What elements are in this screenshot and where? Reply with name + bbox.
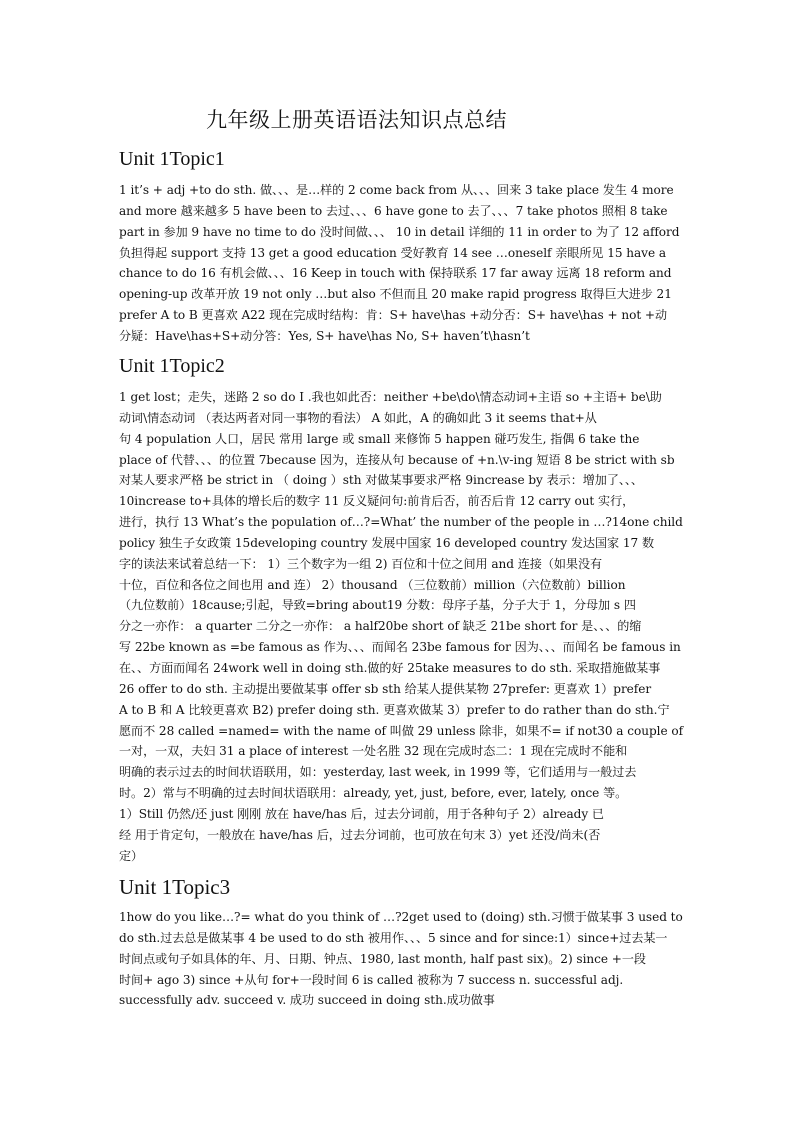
section-heading: Unit 1Topic3 — [119, 875, 231, 899]
text-line: 动词\情态动词 （表达两者对同一事物的看法） A 如此，A 的确如此 3 it seems that+从 — [119, 410, 597, 425]
text-line: 在、、方面而闻名 24work well in doing sth.做的好 25take measures to do sth. 采取措施做某事 — [119, 660, 661, 675]
text-line: 时。2）常与不明确的过去时间状语联用：already, yet, just, before, ever, lately, once 等。 — [119, 786, 628, 801]
text-line: 句 4 population 人口，居民 常用 large 或 small 来修饰 5 happen 碰巧发生, 指偶 6 take the — [119, 431, 640, 446]
text-line: 分之一亦作： a quarter 二分之一亦作： a half20be short of 缺乏 21be short for 是、、、的缩 — [119, 619, 642, 634]
text-line: 负担得起 support 支持 13 get a good education 受好教育 14 see …oneself 亲眼所见 15 have a — [119, 245, 667, 260]
text-line: 愿而不 28 called =named= with the name of 叫做 29 unless 除非，如果不= if not30 a couple of — [119, 723, 684, 738]
section-body — [119, 387, 687, 866]
text-line: prefer A to B 更喜欢 A22 现在完成时结构：肯：S+ have\has +动分否：S+ have\has + not +动 — [119, 308, 668, 323]
text-line: 1how do you like…?= what do you think of …?2get used to (doing) sth.习惯于做某事 3 used to — [119, 910, 683, 924]
text-line: place of 代替、、、的位置 7because 因为，连接从句 because of +n.\v-ing 短语 8 be strict with sb — [119, 452, 675, 467]
text-line: 1 get lost；走失，迷路 2 so do I .我也如此否：neither +be\do\情态动词+主语 so +主语+ be\助 — [119, 390, 662, 404]
text-line: 经 用于肯定句，一般放在 have/has 后，过去分词前，也可放在句末 3）yet 还没/尚未(否 — [119, 827, 601, 842]
text-line: and more 越来越多 5 have been to 去过、、、6 have gone to 去了、、、7 take photos 照相 8 take — [119, 203, 668, 218]
text-line: 一对，一双，夫妇 31 a place of interest 一处名胜 32 现在完成时态二：1 现在完成时不能和 — [119, 744, 628, 759]
text-line: opening-up 改革开放 19 not only …but also 不但而且 20 make rapid progress 取得巨大进步 21 — [119, 287, 672, 302]
text-line: 1 it’s + adj +to do sth. 做、、、是…样的 2 come back from 从、、、回来 3 take place 发生 4 more — [119, 183, 674, 197]
section-heading: Unit 1Topic2 — [119, 355, 225, 377]
text-line: part in 参加 9 have no time to do 没时间做、、、 10 in detail 详细的 11 in order to 为了 12 afford — [119, 224, 680, 239]
text-line: 10increase to+具体的增长后的数字 11 反义疑问句:前肯后否，前否后肯 12 carry out 实行， — [119, 494, 635, 509]
section-body — [119, 180, 687, 347]
text-line: 定） — [119, 848, 144, 863]
text-line: 十位，百位和各位之间也用 and 连） 2）thousand （三位数前）million（六位数前）billion — [119, 577, 626, 592]
text-line: successfully adv. succeed v. 成功 succeed in doing sth.成功做事 — [119, 993, 495, 1008]
text-line: policy 独生子女政策 15developing country 发展中国家 16 developed country 发达国家 17 数 — [119, 535, 654, 550]
section-heading: Unit 1Topic1 — [119, 148, 225, 170]
text-line: 进行，执行 13 What’s the population of…?=What’ the number of the people in …?14one child — [119, 515, 683, 530]
text-line: 对某人要求严格 be strict in （ doing ）sth 对做某事要求严格 9increase by 表示：增加了、、、 — [119, 473, 643, 488]
document-title: 九年级上册英语语法知识点总结 — [206, 108, 507, 132]
text-line: 字的读法来试着总结一下： 1）三个数字为一组 2) 百位和十位之间用 and 连接（如果没有 — [119, 556, 603, 571]
text-line: 26 offer to do sth. 主动提出要做某事 offer sb sth 给某人提供某物 27prefer: 更喜欢 1）prefer — [119, 681, 652, 696]
text-line: 分疑：Have\has+S+动分答：Yes, S+ have\has No, S+ haven’t\hasn’t — [119, 328, 530, 343]
text-line: 时间+ ago 3) since +从句 for+一段时间 6 is called 被称为 7 success n. successful adj. — [119, 972, 624, 987]
section-body — [119, 907, 687, 1011]
text-line: chance to do 16 有机会做、、、16 Keep in touch with 保持联系 17 far away 远离 18 reform and — [119, 266, 672, 281]
text-line: 写 22be known as =be famous as 作为、、、而闻名 23be famous for 因为、、、而闻名 be famous in — [119, 640, 681, 655]
text-line: A to B 和 A 比较更喜欢 B2) prefer doing sth. 更喜欢做某 3）prefer to do rather than do sth.宁 — [119, 702, 670, 717]
text-line: do sth.过去总是做某事 4 be used to do sth 被用作、、、5 since and for since:1）since+过去某一 — [119, 930, 668, 945]
text-line: 明确的表示过去的时间状语联用，如：yesterday, last week, in 1999 等，它们适用与一般过去 — [119, 765, 637, 780]
text-line: （九位数前）18cause;引起，导致=bring about19 分数：母序子基，分子大于 1，分母加 s 四 — [119, 598, 636, 613]
text-line: 1）Still 仍然/还 just 刚刚 放在 have/has 后，过去分词前，用于各种句子 2）already 已 — [119, 806, 604, 821]
text-line: 时间点或句子如具体的年、月、日期、钟点、1980, last month, half past six)。2) since +一段 — [119, 951, 646, 966]
